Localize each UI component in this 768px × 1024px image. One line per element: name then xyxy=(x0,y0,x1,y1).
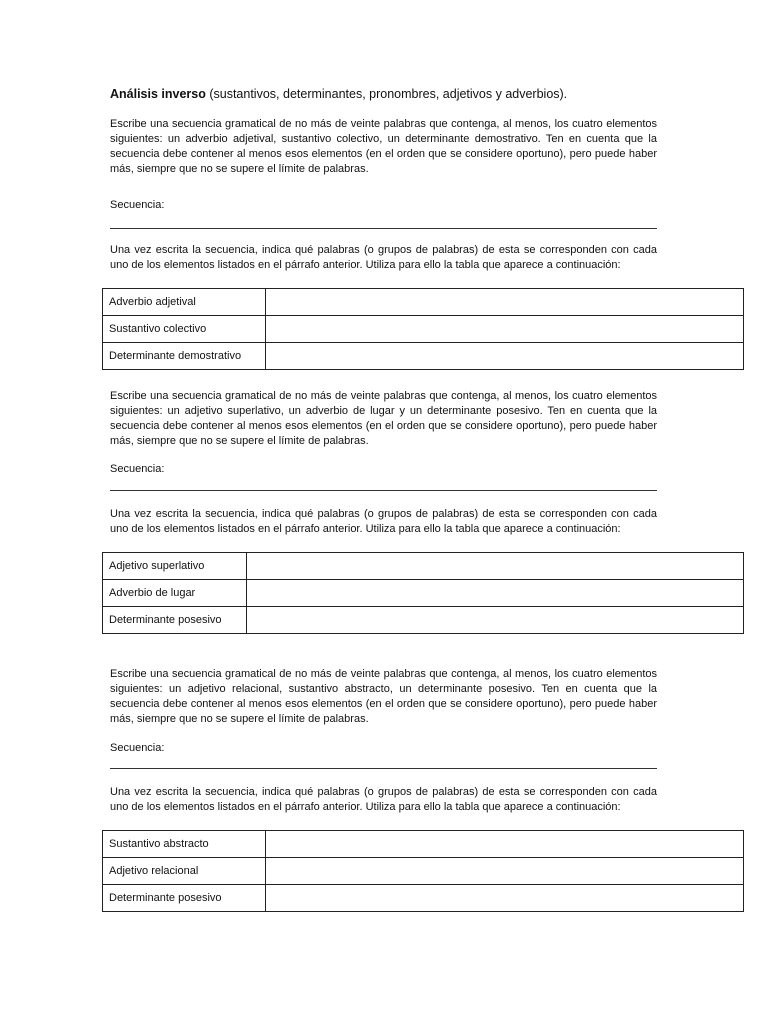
row-label: Adverbio de lugar xyxy=(103,580,247,607)
answer-cell[interactable] xyxy=(247,553,744,580)
table-row xyxy=(103,343,744,370)
answer-cell[interactable] xyxy=(266,831,744,858)
row-label: Determinante posesivo xyxy=(103,885,266,912)
row-label: Adverbio adjetival xyxy=(103,289,266,316)
table-row xyxy=(103,885,744,912)
row-label: Adjetivo superlativo xyxy=(103,553,247,580)
answer-cell[interactable] xyxy=(266,289,744,316)
answer-cell[interactable] xyxy=(266,316,744,343)
row-label: Determinante posesivo xyxy=(103,607,247,634)
exercise-2-followup: Una vez escrita la secuencia, indica qué palabras (o grupos de palabras) de esta se corresponden con cada uno de los elementos listados en el párrafo anterior. Utiliza para ello la tabla que aparece a continuación: xyxy=(110,508,657,535)
exercise-1-sequence-label: Secuencia: xyxy=(110,199,165,211)
title-bold: Análisis inverso xyxy=(110,87,206,101)
exercise-1-sequence-line[interactable] xyxy=(110,228,657,229)
exercise-3-followup: Una vez escrita la secuencia, indica qué palabras (o grupos de palabras) de esta se corresponden con cada uno de los elementos listados en el párrafo anterior. Utiliza para ello la tabla que aparece a continuación: xyxy=(110,786,657,813)
answer-cell[interactable] xyxy=(266,885,744,912)
row-label: Determinante demostrativo xyxy=(103,343,266,370)
page-title xyxy=(110,86,670,102)
table-row xyxy=(103,607,744,634)
answer-cell[interactable] xyxy=(247,607,744,634)
table-row xyxy=(103,289,744,316)
exercise-1-answer-table xyxy=(102,288,744,370)
answer-cell[interactable] xyxy=(266,858,744,885)
exercise-3-instruction: Escribe una secuencia gramatical de no más de veinte palabras que contenga, al menos, los cuatro elementos siguientes: un adjetivo relacional, sustantivo abstracto, un determinante posesivo. Ten en cuenta que la secuencia debe contener al menos esos elementos (en el orden que se considere oportuno), pero puede haber más, siempre que no se supere el límite de palabras. xyxy=(110,668,657,725)
table-row xyxy=(103,580,744,607)
table-row xyxy=(103,858,744,885)
exercise-2-answer-table xyxy=(102,552,744,634)
exercise-1-followup: Una vez escrita la secuencia, indica qué palabras (o grupos de palabras) de esta se corresponden con cada uno de los elementos listados en el párrafo anterior. Utiliza para ello la tabla que aparece a continuación: xyxy=(110,244,657,271)
table-row xyxy=(103,831,744,858)
table-row xyxy=(103,316,744,343)
exercise-3-answer-table xyxy=(102,830,744,912)
title-rest: (sustantivos, determinantes, pronombres, adjetivos y adverbios). xyxy=(205,87,568,101)
exercise-2-instruction: Escribe una secuencia gramatical de no más de veinte palabras que contenga, al menos, los cuatro elementos siguientes: un adjetivo superlativo, un adverbio de lugar y un determinante posesivo. Ten en cuenta que la secuencia debe contener al menos esos elementos (en el orden que se considere oportuno), pero puede haber más, siempre que no se supere el límite de palabras. xyxy=(110,390,657,447)
table-row xyxy=(103,553,744,580)
answer-cell[interactable] xyxy=(247,580,744,607)
row-label: Sustantivo abstracto xyxy=(103,831,266,858)
exercise-2-sequence-line[interactable] xyxy=(110,490,657,491)
answer-cell[interactable] xyxy=(266,343,744,370)
exercise-3-sequence-line[interactable] xyxy=(110,768,657,769)
row-label: Adjetivo relacional xyxy=(103,858,266,885)
exercise-1-instruction: Escribe una secuencia gramatical de no más de veinte palabras que contenga, al menos, los cuatro elementos siguientes: un adverbio adjetival, sustantivo colectivo, un determinante demostrativo. Ten en cuenta que la secuencia debe contener al menos esos elementos (en el orden que se considere oportuno), pero puede haber más, siempre que no se supere el límite de palabras. xyxy=(110,118,657,175)
exercise-3-sequence-label: Secuencia: xyxy=(110,742,165,754)
row-label: Sustantivo colectivo xyxy=(103,316,266,343)
exercise-2-sequence-label: Secuencia: xyxy=(110,463,165,475)
